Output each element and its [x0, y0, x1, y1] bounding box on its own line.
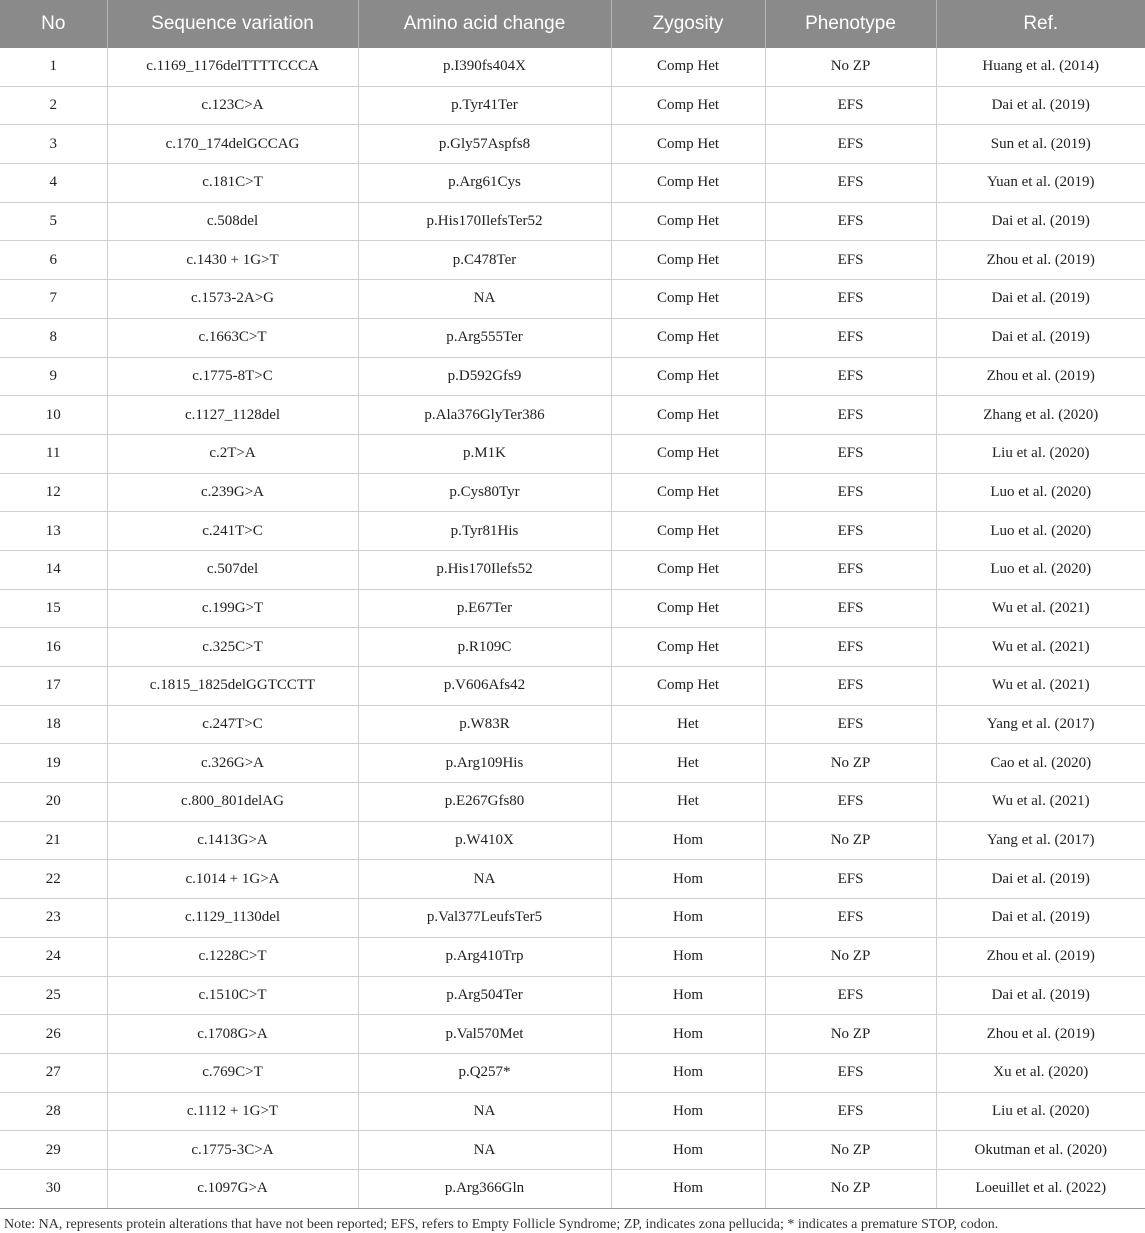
- cell-phenotype: EFS: [765, 318, 936, 357]
- table-row: [0, 821, 1145, 860]
- cell-no: 10: [0, 396, 107, 435]
- cell-ref: Liu et al. (2020): [936, 434, 1145, 473]
- cell-amino-acid-change: p.E267Gfs80: [358, 783, 611, 822]
- header-phenotype: Phenotype: [765, 0, 936, 48]
- cell-zygosity: Het: [611, 744, 765, 783]
- table-row: [0, 280, 1145, 319]
- cell-phenotype: EFS: [765, 589, 936, 628]
- table-row: [0, 357, 1145, 396]
- cell-ref: Dai et al. (2019): [936, 202, 1145, 241]
- cell-amino-acid-change: p.Tyr41Ter: [358, 86, 611, 125]
- cell-sequence-variation: c.1663C>T: [107, 318, 358, 357]
- table-row: [0, 976, 1145, 1015]
- cell-ref: Wu et al. (2021): [936, 783, 1145, 822]
- cell-zygosity: Hom: [611, 1015, 765, 1054]
- cell-phenotype: No ZP: [765, 1015, 936, 1054]
- cell-ref: Wu et al. (2021): [936, 628, 1145, 667]
- cell-ref: Dai et al. (2019): [936, 976, 1145, 1015]
- cell-ref: Zhou et al. (2019): [936, 1015, 1145, 1054]
- cell-ref: Wu et al. (2021): [936, 589, 1145, 628]
- cell-ref: Wu et al. (2021): [936, 667, 1145, 706]
- cell-amino-acid-change: p.W83R: [358, 705, 611, 744]
- table-row: [0, 937, 1145, 976]
- cell-amino-acid-change: p.C478Ter: [358, 241, 611, 280]
- cell-sequence-variation: c.325C>T: [107, 628, 358, 667]
- cell-no: 27: [0, 1053, 107, 1092]
- table-row: [0, 241, 1145, 280]
- cell-no: 21: [0, 821, 107, 860]
- cell-ref: Dai et al. (2019): [936, 86, 1145, 125]
- cell-no: 2: [0, 86, 107, 125]
- cell-zygosity: Comp Het: [611, 164, 765, 203]
- cell-zygosity: Comp Het: [611, 202, 765, 241]
- cell-phenotype: EFS: [765, 241, 936, 280]
- table-row: [0, 783, 1145, 822]
- header-amino-acid-change: Amino acid change: [358, 0, 611, 48]
- table-row: [0, 667, 1145, 706]
- cell-amino-acid-change: p.Arg109His: [358, 744, 611, 783]
- cell-amino-acid-change: p.Arg61Cys: [358, 164, 611, 203]
- cell-phenotype: EFS: [765, 1053, 936, 1092]
- cell-sequence-variation: c.1129_1130del: [107, 899, 358, 938]
- cell-zygosity: Comp Het: [611, 357, 765, 396]
- cell-amino-acid-change: NA: [358, 860, 611, 899]
- cell-amino-acid-change: p.Arg504Ter: [358, 976, 611, 1015]
- cell-ref: Dai et al. (2019): [936, 899, 1145, 938]
- header-no: No: [0, 0, 107, 48]
- cell-phenotype: EFS: [765, 783, 936, 822]
- cell-zygosity: Hom: [611, 1169, 765, 1208]
- cell-ref: Loeuillet et al. (2022): [936, 1169, 1145, 1208]
- table-row: [0, 202, 1145, 241]
- cell-ref: Zhou et al. (2019): [936, 357, 1145, 396]
- cell-sequence-variation: c.1097G>A: [107, 1169, 358, 1208]
- cell-amino-acid-change: NA: [358, 1092, 611, 1131]
- cell-sequence-variation: c.1014 + 1G>A: [107, 860, 358, 899]
- cell-ref: Okutman et al. (2020): [936, 1131, 1145, 1170]
- cell-ref: Liu et al. (2020): [936, 1092, 1145, 1131]
- table-row: [0, 589, 1145, 628]
- cell-zygosity: Comp Het: [611, 396, 765, 435]
- cell-phenotype: EFS: [765, 1092, 936, 1131]
- table-row: [0, 744, 1145, 783]
- cell-phenotype: No ZP: [765, 1169, 936, 1208]
- cell-amino-acid-change: p.I390fs404X: [358, 48, 611, 86]
- cell-no: 13: [0, 512, 107, 551]
- cell-sequence-variation: c.247T>C: [107, 705, 358, 744]
- cell-zygosity: Comp Het: [611, 473, 765, 512]
- cell-amino-acid-change: p.His170IlefsTer52: [358, 202, 611, 241]
- cell-amino-acid-change: NA: [358, 1131, 611, 1170]
- cell-zygosity: Comp Het: [611, 512, 765, 551]
- cell-zygosity: Comp Het: [611, 86, 765, 125]
- cell-ref: Zhang et al. (2020): [936, 396, 1145, 435]
- cell-sequence-variation: c.199G>T: [107, 589, 358, 628]
- cell-phenotype: EFS: [765, 628, 936, 667]
- cell-phenotype: EFS: [765, 860, 936, 899]
- cell-amino-acid-change: p.His170Ilefs52: [358, 550, 611, 589]
- cell-phenotype: No ZP: [765, 744, 936, 783]
- cell-ref: Cao et al. (2020): [936, 744, 1145, 783]
- cell-sequence-variation: c.1510C>T: [107, 976, 358, 1015]
- cell-no: 12: [0, 473, 107, 512]
- cell-sequence-variation: c.241T>C: [107, 512, 358, 551]
- cell-zygosity: Hom: [611, 937, 765, 976]
- cell-phenotype: EFS: [765, 202, 936, 241]
- cell-amino-acid-change: p.W410X: [358, 821, 611, 860]
- table-header: [0, 0, 1145, 48]
- cell-no: 30: [0, 1169, 107, 1208]
- cell-zygosity: Comp Het: [611, 125, 765, 164]
- cell-zygosity: Hom: [611, 976, 765, 1015]
- table-row: [0, 48, 1145, 86]
- cell-phenotype: EFS: [765, 86, 936, 125]
- table-body: [0, 48, 1145, 1208]
- cell-amino-acid-change: p.D592Gfs9: [358, 357, 611, 396]
- table-row: [0, 512, 1145, 551]
- cell-phenotype: EFS: [765, 473, 936, 512]
- cell-amino-acid-change: p.Arg366Gln: [358, 1169, 611, 1208]
- cell-no: 3: [0, 125, 107, 164]
- cell-no: 14: [0, 550, 107, 589]
- header-zygosity: Zygosity: [611, 0, 765, 48]
- cell-zygosity: Hom: [611, 860, 765, 899]
- cell-amino-acid-change: p.Q257*: [358, 1053, 611, 1092]
- cell-no: 9: [0, 357, 107, 396]
- cell-ref: Dai et al. (2019): [936, 860, 1145, 899]
- cell-no: 18: [0, 705, 107, 744]
- cell-amino-acid-change: p.V606Afs42: [358, 667, 611, 706]
- table-row: [0, 86, 1145, 125]
- cell-zygosity: Hom: [611, 1092, 765, 1131]
- table-row: [0, 434, 1145, 473]
- cell-phenotype: EFS: [765, 550, 936, 589]
- cell-ref: Huang et al. (2014): [936, 48, 1145, 86]
- table-row: [0, 860, 1145, 899]
- cell-sequence-variation: c.1413G>A: [107, 821, 358, 860]
- cell-zygosity: Comp Het: [611, 550, 765, 589]
- cell-ref: Yang et al. (2017): [936, 705, 1145, 744]
- cell-no: 15: [0, 589, 107, 628]
- cell-no: 11: [0, 434, 107, 473]
- table-row: [0, 1169, 1145, 1208]
- cell-ref: Luo et al. (2020): [936, 473, 1145, 512]
- cell-ref: Dai et al. (2019): [936, 318, 1145, 357]
- cell-sequence-variation: c.1775-8T>C: [107, 357, 358, 396]
- cell-sequence-variation: c.1127_1128del: [107, 396, 358, 435]
- cell-sequence-variation: c.181C>T: [107, 164, 358, 203]
- header-row: [0, 0, 1145, 48]
- cell-amino-acid-change: p.Arg410Trp: [358, 937, 611, 976]
- table-row: [0, 1092, 1145, 1131]
- cell-phenotype: EFS: [765, 899, 936, 938]
- cell-no: 28: [0, 1092, 107, 1131]
- table-row: [0, 1053, 1145, 1092]
- cell-zygosity: Hom: [611, 899, 765, 938]
- table-row: [0, 396, 1145, 435]
- cell-no: 23: [0, 899, 107, 938]
- cell-sequence-variation: c.800_801delAG: [107, 783, 358, 822]
- cell-sequence-variation: c.1169_1176delTTTTCCCA: [107, 48, 358, 86]
- cell-zygosity: Comp Het: [611, 318, 765, 357]
- cell-no: 1: [0, 48, 107, 86]
- cell-sequence-variation: c.508del: [107, 202, 358, 241]
- cell-no: 25: [0, 976, 107, 1015]
- cell-sequence-variation: c.1228C>T: [107, 937, 358, 976]
- cell-amino-acid-change: p.Arg555Ter: [358, 318, 611, 357]
- cell-sequence-variation: c.326G>A: [107, 744, 358, 783]
- cell-sequence-variation: c.1112 + 1G>T: [107, 1092, 358, 1131]
- cell-zygosity: Het: [611, 783, 765, 822]
- cell-sequence-variation: c.2T>A: [107, 434, 358, 473]
- cell-sequence-variation: c.507del: [107, 550, 358, 589]
- cell-no: 7: [0, 280, 107, 319]
- cell-amino-acid-change: p.E67Ter: [358, 589, 611, 628]
- cell-ref: Luo et al. (2020): [936, 550, 1145, 589]
- cell-zygosity: Comp Het: [611, 667, 765, 706]
- table-row: [0, 125, 1145, 164]
- cell-phenotype: EFS: [765, 705, 936, 744]
- table-row: [0, 550, 1145, 589]
- cell-sequence-variation: c.1573-2A>G: [107, 280, 358, 319]
- cell-ref: Yuan et al. (2019): [936, 164, 1145, 203]
- cell-sequence-variation: c.1708G>A: [107, 1015, 358, 1054]
- table-row: [0, 164, 1145, 203]
- cell-ref: Zhou et al. (2019): [936, 241, 1145, 280]
- cell-sequence-variation: c.123C>A: [107, 86, 358, 125]
- cell-amino-acid-change: p.Cys80Tyr: [358, 473, 611, 512]
- table-row: [0, 1015, 1145, 1054]
- cell-amino-acid-change: p.R109C: [358, 628, 611, 667]
- cell-no: 26: [0, 1015, 107, 1054]
- cell-zygosity: Comp Het: [611, 280, 765, 319]
- cell-zygosity: Hom: [611, 821, 765, 860]
- table-row: [0, 628, 1145, 667]
- cell-phenotype: EFS: [765, 357, 936, 396]
- cell-phenotype: EFS: [765, 976, 936, 1015]
- cell-zygosity: Hom: [611, 1131, 765, 1170]
- header-ref: Ref.: [936, 0, 1145, 48]
- cell-no: 22: [0, 860, 107, 899]
- cell-amino-acid-change: p.Tyr81His: [358, 512, 611, 551]
- cell-no: 29: [0, 1131, 107, 1170]
- cell-ref: Zhou et al. (2019): [936, 937, 1145, 976]
- table-row: [0, 705, 1145, 744]
- cell-sequence-variation: c.769C>T: [107, 1053, 358, 1092]
- cell-no: 20: [0, 783, 107, 822]
- cell-zygosity: Comp Het: [611, 48, 765, 86]
- cell-sequence-variation: c.1430 + 1G>T: [107, 241, 358, 280]
- cell-zygosity: Comp Het: [611, 628, 765, 667]
- table-row: [0, 473, 1145, 512]
- cell-ref: Xu et al. (2020): [936, 1053, 1145, 1092]
- table-note: Note: NA, represents protein alterations that have not been reported; EFS, refers to Empty Follicle Syndrome; ZP, indicates zona pellucida; * indicates a premature STOP, codon.: [4, 1216, 999, 1232]
- cell-zygosity: Hom: [611, 1053, 765, 1092]
- cell-phenotype: No ZP: [765, 1131, 936, 1170]
- cell-phenotype: EFS: [765, 280, 936, 319]
- cell-ref: Dai et al. (2019): [936, 280, 1145, 319]
- cell-phenotype: EFS: [765, 434, 936, 473]
- cell-phenotype: EFS: [765, 396, 936, 435]
- cell-ref: Yang et al. (2017): [936, 821, 1145, 860]
- cell-amino-acid-change: p.Val377LeufsTer5: [358, 899, 611, 938]
- cell-no: 8: [0, 318, 107, 357]
- cell-phenotype: EFS: [765, 164, 936, 203]
- cell-zygosity: Comp Het: [611, 241, 765, 280]
- cell-no: 4: [0, 164, 107, 203]
- cell-amino-acid-change: p.M1K: [358, 434, 611, 473]
- cell-no: 16: [0, 628, 107, 667]
- cell-amino-acid-change: p.Gly57Aspfs8: [358, 125, 611, 164]
- cell-sequence-variation: c.1815_1825delGGTCCTT: [107, 667, 358, 706]
- cell-no: 24: [0, 937, 107, 976]
- table-row: [0, 318, 1145, 357]
- cell-amino-acid-change: p.Ala376GlyTer386: [358, 396, 611, 435]
- cell-zygosity: Comp Het: [611, 434, 765, 473]
- cell-sequence-variation: c.239G>A: [107, 473, 358, 512]
- cell-amino-acid-change: NA: [358, 280, 611, 319]
- table-row: [0, 899, 1145, 938]
- cell-ref: Luo et al. (2020): [936, 512, 1145, 551]
- cell-phenotype: No ZP: [765, 821, 936, 860]
- cell-phenotype: EFS: [765, 125, 936, 164]
- cell-ref: Sun et al. (2019): [936, 125, 1145, 164]
- cell-zygosity: Het: [611, 705, 765, 744]
- cell-no: 5: [0, 202, 107, 241]
- cell-no: 19: [0, 744, 107, 783]
- cell-phenotype: No ZP: [765, 48, 936, 86]
- cell-sequence-variation: c.1775-3C>A: [107, 1131, 358, 1170]
- cell-phenotype: EFS: [765, 512, 936, 551]
- cell-phenotype: EFS: [765, 667, 936, 706]
- cell-phenotype: No ZP: [765, 937, 936, 976]
- cell-no: 6: [0, 241, 107, 280]
- cell-no: 17: [0, 667, 107, 706]
- cell-amino-acid-change: p.Val570Met: [358, 1015, 611, 1054]
- table-row: [0, 1131, 1145, 1170]
- cell-zygosity: Comp Het: [611, 589, 765, 628]
- header-sequence-variation: Sequence variation: [107, 0, 358, 48]
- cell-sequence-variation: c.170_174delGCCAG: [107, 125, 358, 164]
